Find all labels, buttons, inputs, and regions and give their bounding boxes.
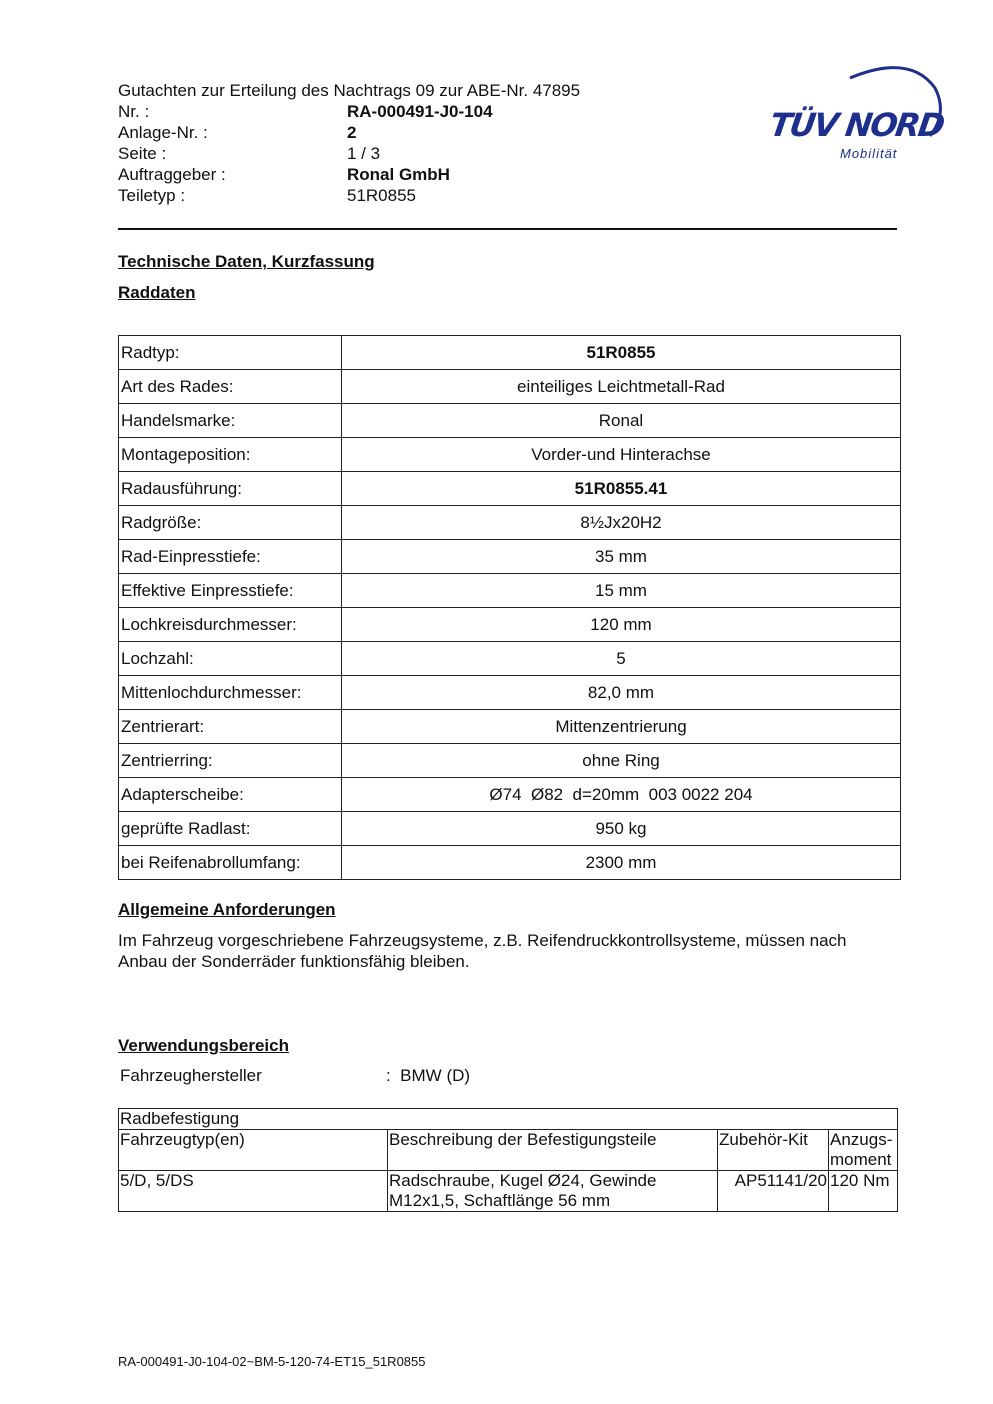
header-row-anlage — [118, 122, 580, 143]
table-title-row — [119, 1109, 898, 1130]
row-value: 35 mm — [342, 540, 901, 574]
header-key: Auftraggeber : — [118, 165, 226, 184]
row-value: 82,0 mm — [342, 676, 901, 710]
table-row — [119, 472, 901, 506]
header-row-nr — [118, 101, 580, 122]
header-key: Nr. : — [118, 102, 150, 121]
header-key: Teiletyp : — [118, 186, 186, 205]
header-value: 2 — [347, 123, 357, 142]
row-value: 120 mm — [342, 608, 901, 642]
footer-reference: RA-000491-J0-104-02~BM-5-120-74-ET15_51R0855 — [118, 1354, 426, 1369]
manufacturer-row — [120, 1066, 470, 1086]
document-title: Gutachten zur Erteilung des Nachtrags 09 zur ABE-Nr. 47895 — [118, 81, 581, 100]
table-row — [119, 574, 901, 608]
row-value: 51R0855 — [342, 336, 901, 370]
row-label: geprüfte Radlast: — [119, 812, 342, 846]
header-divider — [118, 228, 897, 230]
header-row-seite — [118, 143, 580, 164]
header-row-auftraggeber — [118, 164, 580, 185]
row-label: Radausführung: — [119, 472, 342, 506]
cell-description: Radschraube, Kugel Ø24, Gewinde M12x1,5, Schaftlänge 56 mm — [388, 1171, 718, 1212]
column-header: Beschreibung der Befestigungsteile — [388, 1130, 718, 1171]
row-label: Zentrierart: — [119, 710, 342, 744]
header-row-teiletyp — [118, 185, 580, 206]
table-row — [119, 438, 901, 472]
row-label: Montageposition: — [119, 438, 342, 472]
row-label: Effektive Einpresstiefe: — [119, 574, 342, 608]
table-row — [119, 676, 901, 710]
table-row — [119, 506, 901, 540]
column-header: Fahrzeugtyp(en) — [119, 1130, 388, 1171]
section-technical-summary: Technische Daten, Kurzfassung — [118, 252, 375, 271]
section-general-requirements: Allgemeine Anforderungen — [118, 900, 336, 919]
row-label: Mittenlochdurchmesser: — [119, 676, 342, 710]
row-value: Vorder-und Hinterachse — [342, 438, 901, 472]
row-label: bei Reifenabrollumfang: — [119, 846, 342, 880]
section-wheel-data: Raddaten — [118, 283, 196, 302]
row-label: Radtyp: — [119, 336, 342, 370]
header-value: RA-000491-J0-104 — [347, 102, 493, 121]
row-label: Lochkreisdurchmesser: — [119, 608, 342, 642]
row-value: ohne Ring — [342, 744, 901, 778]
header-value: Ronal GmbH — [347, 165, 450, 184]
row-value: Ø74 Ø82 d=20mm 003 0022 204 — [342, 778, 901, 812]
table-row — [119, 778, 901, 812]
requirements-text: Im Fahrzeug vorgeschriebene Fahrzeugsysteme, z.B. Reifendruckkontrollsysteme, müssen nach Anbau der Sonderräder funktionsfähig bleiben. — [118, 931, 847, 971]
cell-vehicle-types: 5/D, 5/DS — [119, 1171, 388, 1212]
row-label: Art des Rades: — [119, 370, 342, 404]
table-row — [119, 404, 901, 438]
table-header-row — [119, 1130, 898, 1171]
row-label: Handelsmarke: — [119, 404, 342, 438]
manufacturer-label: Fahrzeughersteller — [120, 1066, 262, 1085]
table-row — [119, 710, 901, 744]
table-title: Radbefestigung — [119, 1109, 898, 1130]
table-row — [119, 642, 901, 676]
row-label: Rad-Einpresstiefe: — [119, 540, 342, 574]
row-label: Radgröße: — [119, 506, 342, 540]
row-value: 5 — [342, 642, 901, 676]
row-value: Ronal — [342, 404, 901, 438]
manufacturer-value: : BMW (D) — [386, 1066, 471, 1085]
row-value: einteiliges Leichtmetall-Rad — [342, 370, 901, 404]
table-row — [119, 608, 901, 642]
section-usage-scope: Verwendungsbereich — [118, 1036, 289, 1055]
table-row — [119, 744, 901, 778]
row-value: 950 kg — [342, 812, 901, 846]
tuev-nord-logo — [760, 58, 950, 168]
row-value: 51R0855.41 — [342, 472, 901, 506]
cell-accessory-kit: AP51141/20 — [718, 1171, 829, 1212]
wheel-mounting-table — [118, 1108, 898, 1212]
column-header: Anzugs-moment — [829, 1130, 898, 1171]
table-row — [119, 370, 901, 404]
wheel-data-table — [118, 335, 901, 880]
header-value: 51R0855 — [347, 186, 417, 205]
column-header: Zubehör-Kit — [718, 1130, 829, 1171]
table-row — [119, 540, 901, 574]
table-row — [119, 812, 901, 846]
logo-brand: TÜV NORD — [767, 106, 946, 144]
logo-subtitle: Mobilität — [840, 146, 898, 161]
cell-torque: 120 Nm — [829, 1171, 898, 1212]
table-row — [119, 336, 901, 370]
row-value: Mittenzentrierung — [342, 710, 901, 744]
row-label: Lochzahl: — [119, 642, 342, 676]
table-row — [119, 1171, 898, 1212]
row-label: Adapterscheibe: — [119, 778, 342, 812]
document-header — [118, 80, 580, 206]
row-label: Zentrierring: — [119, 744, 342, 778]
header-key: Anlage-Nr. : — [118, 123, 208, 142]
table-row — [119, 846, 901, 880]
header-key: Seite : — [118, 144, 167, 163]
header-value: 1 / 3 — [347, 144, 381, 163]
row-value: 8½Jx20H2 — [342, 506, 901, 540]
row-value: 2300 mm — [342, 846, 901, 880]
row-value: 15 mm — [342, 574, 901, 608]
